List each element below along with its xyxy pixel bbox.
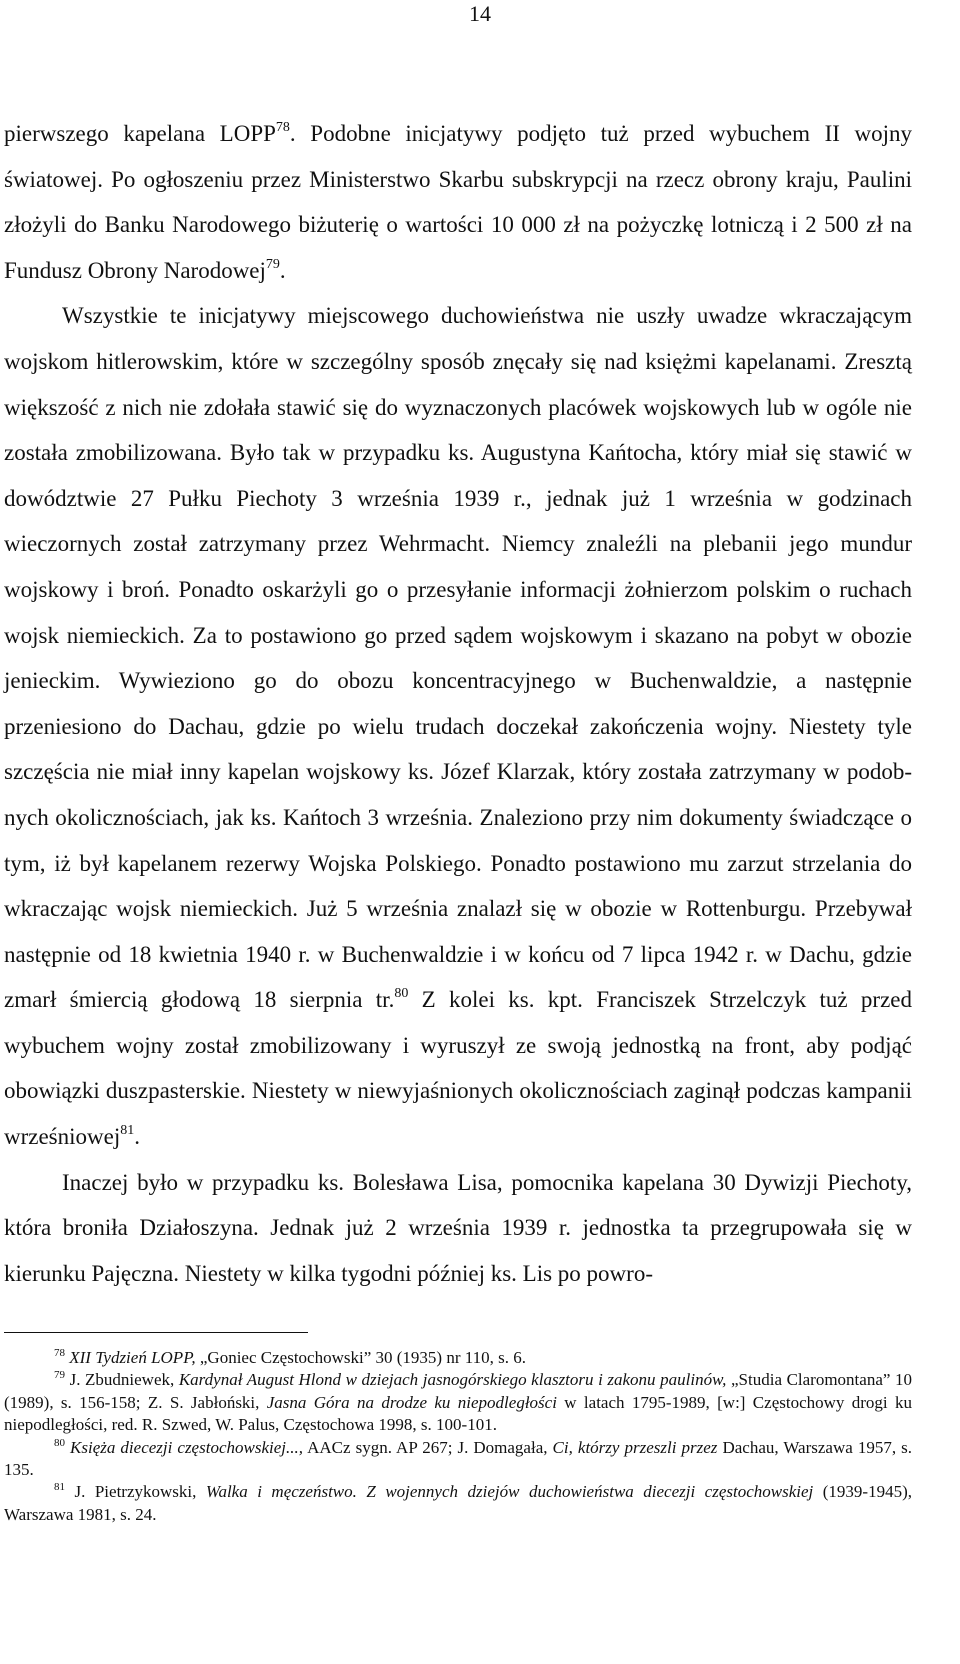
text-run: AACz sygn. AP 267; J. Domagała, (302, 1437, 553, 1457)
footnote-ref: 80 (54, 1436, 65, 1449)
text-run: w latach 1795-1989, [w:] Częstochowy drogi ku niepodległości, red. R. Szwed, W. Palus, Częstochowa 1998, s. 100-101. (4, 1392, 912, 1435)
footnote-ref: 79 (54, 1369, 65, 1382)
footnote (4, 1481, 912, 1526)
page-number: 14 (469, 1, 491, 26)
text-run: . Podobne inicjatywy podjęto tuż przed wybuchem II wojny światowej. Po ogłoszeniu przez Ministerstwo Skarbu subskrypcji na rzecz obrony kraju, Paulini złożyli do Banku Narodowego biżuterię o wartości 10 000 zł na pożyczkę lotniczą i 2 500 zł na Fundusz Obrony Narodowej (4, 121, 912, 283)
italic-text: Ci, którzy przeszli przez (552, 1437, 718, 1457)
footnotes (4, 1347, 912, 1526)
text-run: . (134, 1124, 140, 1150)
footnote (4, 1347, 912, 1369)
footnote-ref: 78 (275, 120, 290, 135)
footnote-ref: 81 (54, 1481, 65, 1494)
text-run: pierwszego kapelana LOPP (4, 121, 276, 146)
footnote (4, 1437, 912, 1482)
text-run: „Studia Claromontana” 10 (1989), s. 156-158; Z. S. Jabłoński, (4, 1370, 912, 1412)
footnote (4, 1369, 912, 1436)
text-run: J. Pietrzykowski, (65, 1482, 206, 1502)
footnote-ref: 80 (394, 986, 409, 1002)
text-run: (1939-1945), Warszawa 1981, s. 24. (4, 1482, 913, 1524)
text-run: . (279, 257, 286, 283)
paragraph (4, 293, 912, 1159)
italic-text: Walka i męczeństwo. Z wojennych dziejów duchowieństwa diecezji częstochowskiej (205, 1482, 814, 1502)
italic-text: Kardynał August Hlond w dziejach jasnogórskiego klasztoru i zakonu paulinów, (178, 1370, 727, 1390)
body-text (4, 111, 912, 1296)
footnote-ref: 79 (265, 256, 280, 272)
italic-text: XII Tydzień LOPP, (65, 1348, 196, 1367)
text-run: Dachau, Warszawa 1957, s. 135. (4, 1437, 912, 1480)
text-run: J. Zbudniewek, (65, 1370, 179, 1390)
text-run: Z kolei ks. kpt. Franciszek Strzelczyk tuż przed wybuchem wojny został zmobilizowany i wyruszył ze swoją jednostką na front, aby podjąć obowiązki duszpasterskie. Niestety w niewyjaśnionych okolicznościach zaginął podczas kampanii wrześniowej (4, 987, 912, 1150)
text-run: Inaczej było w przypadku ks. Bolesława Lisa, pomocnika kapelana 30 Dywizji Piechoty, która broniła Działoszyna. Jednak już 2 września 1939 r. jednostka ta przegrupowała się w kierunku Pajęczna. Niestety w kilka tygodni później ks. Lis po powro- (4, 1169, 912, 1286)
footnote-separator (4, 1332, 308, 1333)
paragraph (4, 111, 912, 293)
footnote-ref: 78 (54, 1347, 65, 1359)
footnote-ref: 81 (120, 1123, 135, 1139)
italic-text: Jasna Góra na drodze ku niepodległości (266, 1392, 557, 1412)
text-run: „Goniec Częstochowski” 30 (1935) nr 110, s. 6. (195, 1348, 526, 1367)
italic-text: Księża diecezji częstochowskiej..., (65, 1437, 303, 1457)
text-run: Wszystkie te inicjatywy miejscowego duchowieństwa nie uszły uwadze wkraczającym wojskom hitlerowskim, które w szczególny sposób znęcały się nad księżmi kapelanami. Zresztą większość z nich nie zdołała stawić się do wyznaczonych placówek wojskowych lub w ogóle nie została zmobilizowana. Było tak w przypadku ks. Augustyna Kańtocha, który miał się stawić w dowództwie 27 Pułku Piechoty 3 września 1939 r., jednak już 1 września w godzinach wieczornych został zatrzymany przez Wehrmacht. Niemcy znaleźli na plebanii jego mundur wojskowy i broń. Ponadto oskarżyli go o przesyłanie informacji żołnierzom polskim o ruchach wojsk niemieckich. Za to postawiono go przed sądem wojskowym i skazano na pobyt w obozie jenieckim. Wywieziono go do obozu koncentracyjnego w Buchenwaldzie, a następnie przeniesiono do Dachau, gdzie po wielu trudach doczekał zakończenia wojny. Niestety tyle szczęścia nie miał inny kapelan wojskowy ks. Józef Klarzak, który została zatrzymany w podobnych okolicznościach, jak ks. Kańtoch 3 września. Znaleziono przy nim dokumenty świadczące o tym, iż był kapelanem rezerwy Wojska Polskiego. Ponadto postawiono mu zarzut strzelania do wkraczając wojsk niemieckich. Już 5 września znalazł się w obozie w Rottenburgu. Przebywał następnie od 18 kwietnia 1940 r. w Buchenwaldzie i w końcu od 7 lipca 1942 r. w Dachu, gdzie zmarł śmiercią głodową 18 sierpnia tr. (4, 303, 912, 1013)
paragraph (4, 1160, 912, 1297)
